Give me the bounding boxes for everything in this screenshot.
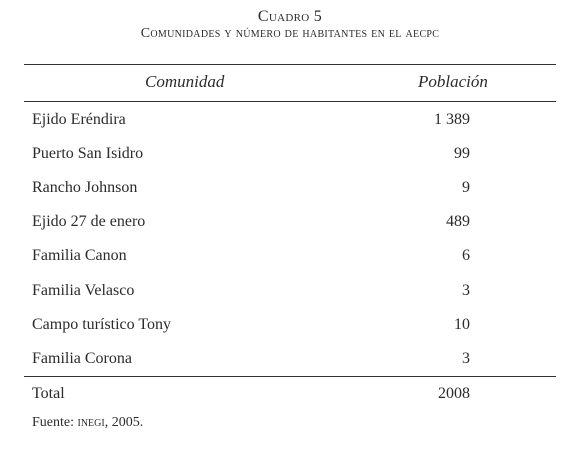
total-value: 2008 bbox=[438, 385, 470, 402]
population-value: 489 bbox=[446, 213, 470, 230]
header-community: Comunidad bbox=[145, 72, 225, 91]
community-name: Puerto San Isidro bbox=[32, 145, 144, 162]
total-label: Total bbox=[32, 385, 65, 402]
population-value: 1 389 bbox=[434, 111, 470, 128]
community-name: Campo turístico Tony bbox=[32, 316, 172, 333]
table-number: Cuadro 5 bbox=[257, 8, 323, 25]
community-name: Familia Corona bbox=[32, 350, 132, 367]
table-row bbox=[0, 247, 580, 267]
population-value: 10 bbox=[454, 316, 470, 333]
community-name: Ejido 27 de enero bbox=[32, 213, 146, 230]
table-row bbox=[0, 350, 580, 370]
population-value: 3 bbox=[462, 350, 470, 367]
community-name: Familia Canon bbox=[32, 247, 127, 264]
community-name: Ejido Eréndira bbox=[32, 111, 126, 128]
population-value: 3 bbox=[462, 282, 470, 299]
community-name: Familia Velasco bbox=[32, 282, 135, 299]
total-row bbox=[0, 385, 580, 405]
table-row bbox=[0, 145, 580, 165]
population-value: 9 bbox=[462, 179, 470, 196]
header-population: Población bbox=[418, 72, 488, 91]
table-row bbox=[0, 213, 580, 233]
top-rule bbox=[24, 64, 556, 65]
population-value: 6 bbox=[462, 247, 470, 264]
source-org: inegi bbox=[77, 415, 105, 430]
community-name: Rancho Johnson bbox=[32, 179, 138, 196]
source-suffix: , 2005. bbox=[104, 415, 144, 430]
table-row bbox=[0, 111, 580, 131]
source-note bbox=[32, 415, 143, 431]
table-title: Comunidades y número de habitantes en el aecpc bbox=[140, 26, 440, 41]
source-prefix: Fuente: bbox=[32, 415, 78, 430]
table-row bbox=[0, 316, 580, 336]
table-row bbox=[0, 179, 580, 199]
total-rule bbox=[24, 376, 556, 377]
population-value: 99 bbox=[454, 145, 470, 162]
header-rule bbox=[24, 101, 556, 102]
table-row bbox=[0, 282, 580, 302]
